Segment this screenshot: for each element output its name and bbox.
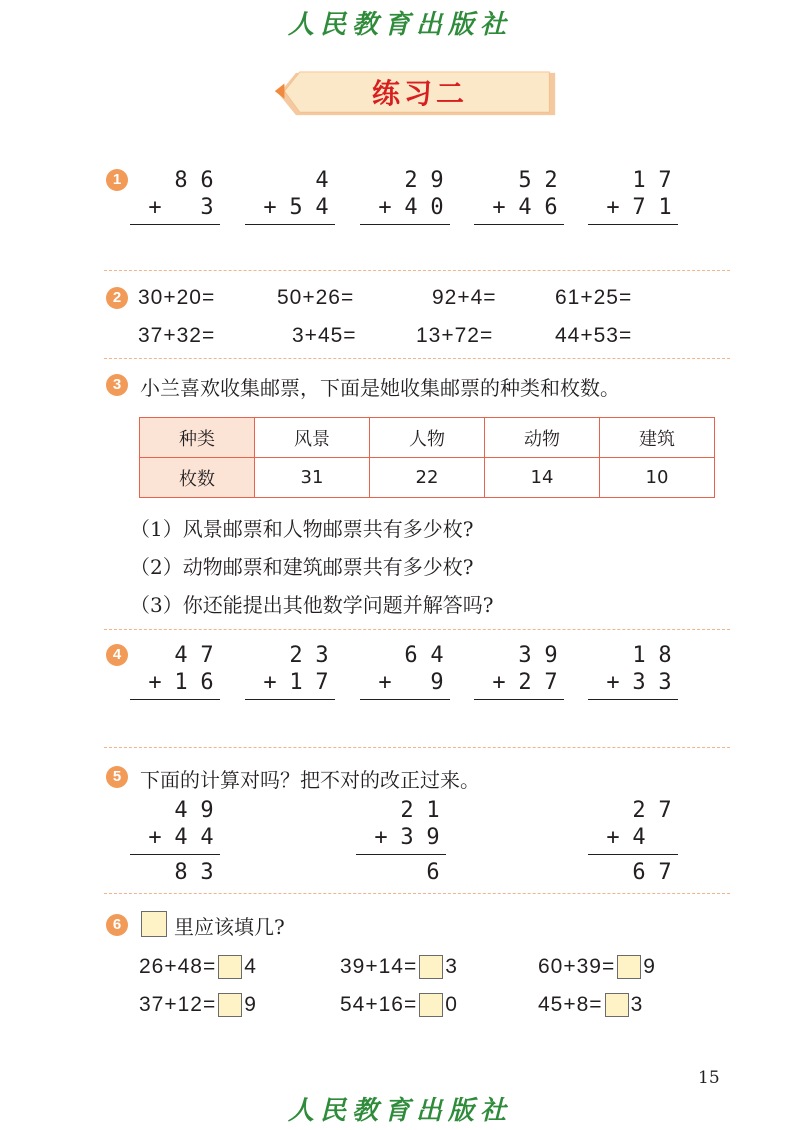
digit: 3 — [400, 825, 414, 850]
digit: 7 — [632, 195, 646, 220]
plus-sign: + — [492, 195, 506, 220]
sum-line — [360, 224, 450, 225]
equation: 26+48= — [139, 955, 217, 978]
divider — [104, 747, 730, 748]
result-row — [356, 859, 446, 886]
plus-sign: + — [148, 825, 162, 850]
divider — [104, 270, 730, 271]
vertical-addition — [356, 797, 446, 886]
equation: 44+53= — [555, 324, 633, 347]
sum-line — [245, 699, 335, 700]
digit: 5 — [289, 195, 303, 220]
addend-row — [130, 669, 220, 696]
digit-space — [257, 167, 283, 194]
digit: 7 — [315, 670, 329, 695]
digit: 5 — [518, 168, 532, 193]
digit: 1 — [174, 670, 188, 695]
digit-space — [600, 167, 626, 194]
digit: 6 — [544, 195, 558, 220]
digit: 2 — [404, 168, 418, 193]
fill-in-equation — [139, 993, 257, 1017]
addend-row — [245, 669, 335, 696]
digit: 0 — [430, 195, 444, 220]
addend-row — [588, 167, 678, 194]
table-cell: 31 — [255, 458, 370, 498]
page-title: 练习二 — [371, 77, 468, 110]
digit: 9 — [430, 670, 444, 695]
subquestion: （3）你还能提出其他数学问题并解答吗? — [130, 593, 494, 617]
digit: 6 — [404, 643, 418, 668]
subquestion: （1）风景邮票和人物邮票共有多少枚? — [130, 517, 474, 541]
digit: 1 — [632, 643, 646, 668]
answer-box-sample — [139, 911, 169, 937]
digit-space — [600, 642, 626, 669]
digit: 6 — [426, 860, 440, 885]
addend-row — [474, 194, 564, 221]
digit: 1 — [426, 798, 440, 823]
digit: 9 — [426, 825, 440, 850]
vertical-addition — [588, 642, 678, 700]
digit-space — [372, 642, 398, 669]
equation: 50+26= — [277, 286, 355, 309]
question-number-5: 5 — [106, 766, 128, 788]
table-row — [140, 418, 715, 458]
sum-line — [474, 699, 564, 700]
question-number-3: 3 — [106, 374, 128, 396]
fill-in-equation — [538, 955, 656, 979]
digit: 6 — [200, 168, 214, 193]
vertical-addition — [245, 642, 335, 700]
table-cell: 种类 — [140, 418, 255, 458]
divider — [104, 893, 730, 894]
digit: 4 — [244, 955, 257, 978]
digit: 4 — [315, 195, 329, 220]
addend-row — [360, 194, 450, 221]
digit: 3 — [315, 643, 329, 668]
table-cell: 10 — [600, 458, 715, 498]
result-row — [588, 859, 678, 886]
answer-box[interactable] — [218, 955, 242, 979]
addend-row — [588, 669, 678, 696]
plus-sign: + — [606, 670, 620, 695]
plus-sign: + — [148, 670, 162, 695]
addend-row — [130, 797, 220, 824]
addend-row — [130, 824, 220, 851]
addend-row — [588, 194, 678, 221]
digit-space — [372, 167, 398, 194]
fill-in-equation — [538, 993, 643, 1017]
equation: 45+8= — [538, 993, 603, 1016]
digit: 4 — [174, 643, 188, 668]
addend-row — [474, 669, 564, 696]
page-number: 15 — [698, 1068, 720, 1088]
sum-line — [356, 854, 446, 855]
addend-row — [474, 167, 564, 194]
question-number-2: 2 — [106, 287, 128, 309]
addend-row — [130, 167, 220, 194]
vertical-addition — [130, 797, 220, 886]
digit-space — [142, 642, 168, 669]
subquestion: （2）动物邮票和建筑邮票共有多少枚? — [130, 555, 474, 579]
digit: 7 — [658, 798, 672, 823]
plus-sign: + — [378, 195, 392, 220]
digit: 4 — [518, 195, 532, 220]
addend-row — [130, 194, 220, 221]
answer-box[interactable] — [419, 993, 443, 1017]
divider — [104, 629, 730, 630]
digit — [394, 859, 420, 886]
fill-in-equation — [340, 955, 458, 979]
digit: 4 — [174, 798, 188, 823]
question-prompt: 下面的计算对吗？把不对的改正过来。 — [140, 768, 480, 792]
answer-box[interactable] — [419, 955, 443, 979]
digit: 4 — [632, 825, 646, 850]
sum-line — [130, 224, 220, 225]
digit: 9 — [200, 798, 214, 823]
addend-row — [356, 797, 446, 824]
plus-sign: + — [606, 825, 620, 850]
digit: 9 — [544, 643, 558, 668]
digit: 4 — [200, 825, 214, 850]
digit: 3 — [630, 993, 644, 1016]
digit — [398, 669, 424, 696]
addend-row — [588, 642, 678, 669]
digit: 4 — [404, 195, 418, 220]
table-cell: 动物 — [485, 418, 600, 458]
digit: 2 — [544, 168, 558, 193]
addend-row — [588, 797, 678, 824]
sum-line — [130, 854, 220, 855]
sum-line — [588, 699, 678, 700]
vertical-addition — [245, 167, 335, 225]
digit-space — [257, 642, 283, 669]
answer-box[interactable] — [218, 993, 242, 1017]
digit: 7 — [658, 168, 672, 193]
equation: 60+39= — [538, 955, 616, 978]
plus-sign: + — [378, 670, 392, 695]
addend-row — [360, 167, 450, 194]
result-row — [130, 859, 220, 886]
vertical-addition — [130, 167, 220, 225]
vertical-addition — [588, 167, 678, 225]
digit: 3 — [518, 643, 532, 668]
digit: 0 — [445, 993, 458, 1016]
digit: 7 — [658, 860, 672, 885]
plus-sign: + — [606, 195, 620, 220]
vertical-addition — [588, 797, 678, 886]
digit-space — [486, 642, 512, 669]
sum-line — [588, 224, 678, 225]
sum-line — [588, 854, 678, 855]
table-row — [140, 458, 715, 498]
question-prompt: 小兰喜欢收集邮票，下面是她收集邮票的种类和枚数。 — [140, 376, 620, 400]
digit-space — [142, 797, 168, 824]
digit: 3 — [200, 860, 214, 885]
addend-row — [245, 194, 335, 221]
digit: 3 — [200, 195, 214, 220]
digit: 7 — [200, 643, 214, 668]
equation: 92+4= — [432, 286, 497, 309]
question-number-6: 6 — [106, 914, 128, 936]
question-number-4: 4 — [106, 644, 128, 666]
digit: 2 — [518, 670, 532, 695]
vertical-addition — [130, 642, 220, 700]
addend-row — [474, 642, 564, 669]
digit-space — [486, 167, 512, 194]
digit: 4 — [315, 168, 329, 193]
addend-row — [245, 642, 335, 669]
sum-line — [474, 224, 564, 225]
digit: 9 — [430, 168, 444, 193]
equation: 37+12= — [139, 993, 217, 1016]
digit-space — [600, 859, 626, 886]
digit: 4 — [174, 825, 188, 850]
digit: 6 — [632, 860, 646, 885]
divider — [104, 358, 730, 359]
digit: 3 — [658, 670, 672, 695]
digit: 2 — [289, 643, 303, 668]
addend-row — [588, 824, 678, 851]
digit-space — [142, 859, 168, 886]
addend-row — [245, 167, 335, 194]
plus-sign: + — [148, 195, 162, 220]
sum-line — [245, 224, 335, 225]
addend-row — [356, 824, 446, 851]
table-cell: 人物 — [370, 418, 485, 458]
equation: 37+32= — [138, 324, 216, 347]
equation: 13+72= — [416, 324, 494, 347]
equation: 30+20= — [138, 286, 216, 309]
equation: 61+25= — [555, 286, 633, 309]
table-cell: 14 — [485, 458, 600, 498]
equation: 3+45= — [292, 324, 357, 347]
digit — [652, 824, 678, 851]
fill-in-equation — [139, 955, 257, 979]
digit: 7 — [544, 670, 558, 695]
digit: 1 — [632, 168, 646, 193]
addend-row — [360, 669, 450, 696]
digit: 1 — [289, 670, 303, 695]
digit: 8 — [174, 860, 188, 885]
vertical-addition — [360, 642, 450, 700]
equation: 54+16= — [340, 993, 418, 1016]
answer-box[interactable] — [605, 993, 629, 1017]
digit-space — [600, 797, 626, 824]
fill-in-equation — [340, 993, 458, 1017]
table-cell: 22 — [370, 458, 485, 498]
table-cell: 风景 — [255, 418, 370, 458]
sum-line — [130, 699, 220, 700]
digit: 2 — [632, 798, 646, 823]
vertical-addition — [474, 642, 564, 700]
addend-row — [360, 642, 450, 669]
digit: 4 — [430, 643, 444, 668]
digit: 2 — [400, 798, 414, 823]
plus-sign: + — [263, 195, 277, 220]
plus-sign: + — [492, 670, 506, 695]
digit: 8 — [658, 643, 672, 668]
answer-box[interactable] — [617, 955, 641, 979]
equation: 39+14= — [340, 955, 418, 978]
publisher-logo-bottom: 人民教育出版社 — [287, 1096, 512, 1126]
digit: 6 — [200, 670, 214, 695]
table-cell: 建筑 — [600, 418, 715, 458]
vertical-addition — [474, 167, 564, 225]
digit — [168, 194, 194, 221]
table-cell: 枚数 — [140, 458, 255, 498]
addend-row — [130, 642, 220, 669]
plus-sign: + — [374, 825, 388, 850]
digit: 3 — [445, 955, 458, 978]
question-prompt: 里应该填几? — [174, 915, 285, 939]
digit: 9 — [643, 955, 656, 978]
vertical-addition — [360, 167, 450, 225]
digit: 8 — [174, 168, 188, 193]
digit-space — [368, 859, 394, 886]
publisher-logo-top: 人民教育出版社 — [287, 10, 512, 40]
question-number-1: 1 — [106, 169, 128, 191]
sum-line — [360, 699, 450, 700]
digit: 3 — [632, 670, 646, 695]
digit-space — [368, 797, 394, 824]
plus-sign: + — [263, 670, 277, 695]
digit-space — [142, 167, 168, 194]
digit: 1 — [658, 195, 672, 220]
digit — [283, 167, 309, 194]
stamp-table — [139, 417, 715, 498]
digit: 9 — [244, 993, 257, 1016]
